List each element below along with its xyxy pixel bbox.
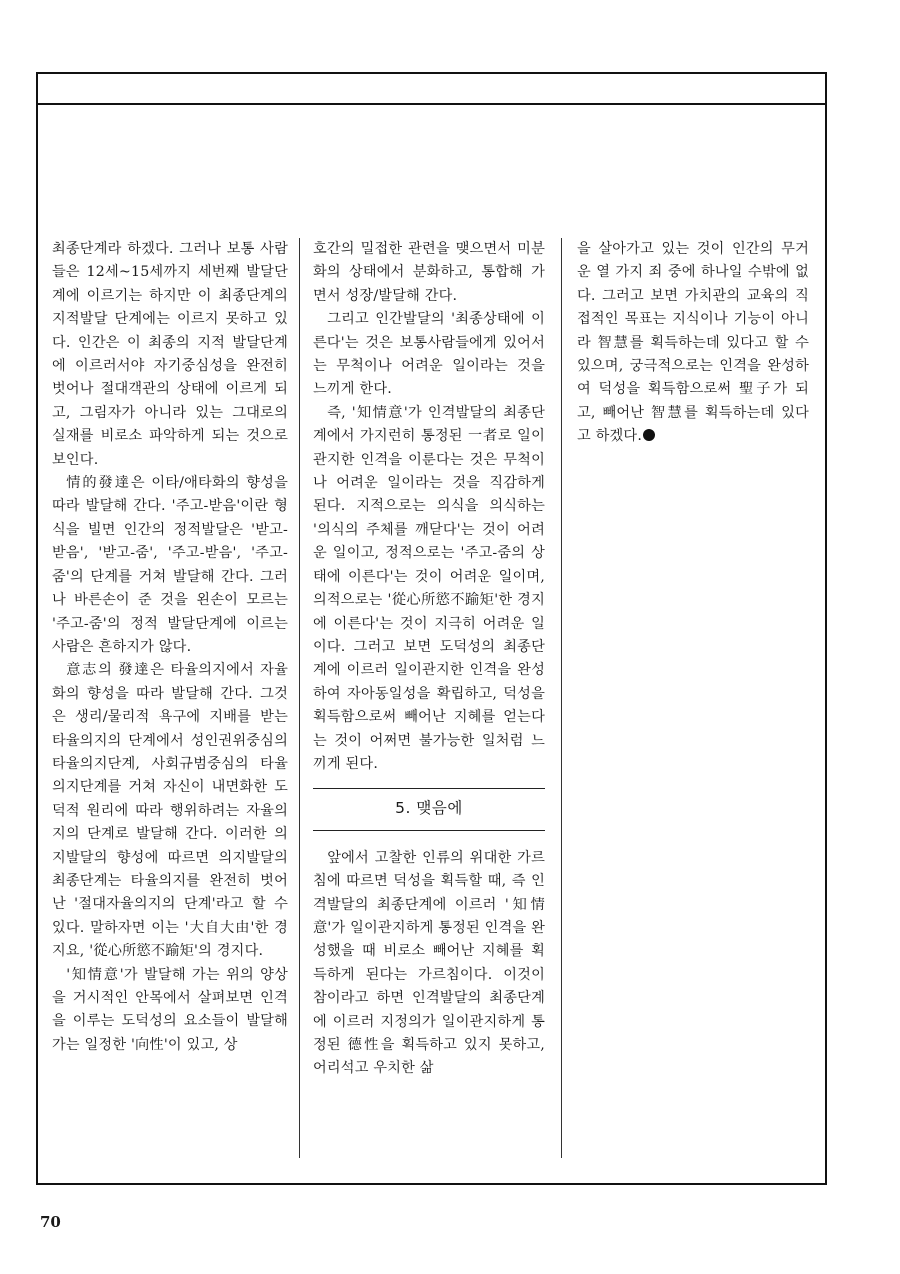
paragraph-text: 을 살아가고 있는 것이 인간의 무거운 열 가지 죄 중에 하나일 수밖에 없다. 그러고 보면 가치관의 교육의 직접적인 목표는 지식이나 기능이 아니라 智慧를 획득하는데 있다고 할 수 있으며, 궁극적으로는 인격을 완성하여 덕성을 획득함으로써 聖子가 되고, 빼어난 智慧를 획득하는데 있다고 하겠다. (577, 241, 809, 445)
text-column-1 (52, 238, 288, 1057)
section-heading-box (313, 788, 545, 830)
text-column-2 (313, 238, 545, 1081)
paragraph: 최종단계라 하겠다. 그러나 보통 사람들은 12세~15세까지 세번째 발달단계에 이르기는 하지만 이 최종단계의 지적발달 단계에는 이르지 못하고 있다. 인간은 이 최종의 지적 발달단계에 이르러서야 자기중심성을 완전히 벗어나 절대객관의 상태에 이르게 되고, 그림자가 아니라 있는 그대로의 실재를 비로소 파악하게 되는 것으로 보인다. (52, 241, 288, 468)
text-column-3 (577, 238, 809, 449)
paragraph: 意志의 發達은 타율의지에서 자율화의 향성을 따라 발달해 간다. 그것은 생리/물리적 욕구에 지배를 받는 타율의지의 단계에서 성인권위중심의 타율의지단계, 사회규범중심의 타율의지단계를 거쳐 자신이 내면화한 도덕적 원리에 따라 행위하려는 자율의지의 단계로 발달해 간다. 이러한 의지발달의 향성에 따르면 의지발달의 최종단계는 타율의지를 완전히 벗어난 '절대자율의지의 단계'라고 할 수 있다. 말하자면 이는 '大自大由'한 경지요, '從心所慾不踰矩'의 경지다. (52, 662, 288, 960)
section-title: 5. 맺음에 (395, 799, 463, 818)
paragraph: '知情意'가 발달해 가는 위의 양상을 거시적인 안목에서 살펴보면 인격을 이루는 도덕성의 요소들이 발달해 가는 일정한 '向性'이 있고, 상 (52, 966, 288, 1053)
column-divider-2 (561, 238, 562, 1158)
paragraph: 그리고 인간발달의 '최종상태에 이른다'는 것은 보통사람들에게 있어서는 무척이나 어려운 일이라는 것을 느끼게 한다. (313, 311, 545, 398)
paragraph: 情的發達은 이타/애타화의 향성을 따라 발달해 간다. '주고-받음'이란 형식을 빌면 인간의 정적발달은 '받고-받음', '받고-줌', '주고-받음', '주고-줌'의 단계를 거쳐 발달해 간다. 그러나 바른손이 준 것을 왼손이 모르는 '주고-줌'의 정적 발달단계에 이르는 사람은 흔하지가 않다. (52, 475, 288, 655)
page-number: 70 (40, 1213, 61, 1231)
column-divider-1 (299, 238, 300, 1158)
paragraph: 앞에서 고찰한 인류의 위대한 가르침에 따르면 덕성을 획득할 때, 즉 인격발달의 최종단계에 이르러 '知情意'가 일이관지하게 통정된 인격을 완성했을 때 비로소 빼어난 지혜를 획득하게 된다는 가르침이다. 이것이 참이라고 하면 인격발달의 최종단계에 이르러 지정의가 일이관지하게 통정된 德性을 획득하고 있지 못하고, 어리석고 우치한 삶 (313, 849, 545, 1077)
header-rule (36, 103, 827, 105)
paragraph: 즉, '知情意'가 인격발달의 최종단계에서 가지런히 통정된 一者로 일이관지한 인격을 이룬다는 것은 무척이나 어려운 일이라는 것을 직감하게 된다. 지적으로는 의식을 의식하는 '의식의 주체를 깨닫다'는 것이 어려운 일이고, 정적으로는 '주고-줌의 상태에 이른다'는 것이 어려운 일이며, 의적으로는 '從心所慾不踰矩'한 경지에 이른다'는 것이 지극히 어려운 일이다. 그러고 보면 도덕성의 최종단계에 이르러 일이관지한 인격을 완성하여 자아동일성을 확립하고, 덕성을 획득함으로써 빼어난 지혜를 얻는다는 것이 어쩌면 불가능한 일처럼 느끼게 된다. (313, 404, 545, 772)
end-of-article-icon (643, 429, 655, 441)
paragraph: 호간의 밀접한 관련을 맺으면서 미분화의 상태에서 분화하고, 통합해 가면서 성장/발달해 간다. (313, 241, 545, 304)
paragraph (577, 238, 809, 449)
